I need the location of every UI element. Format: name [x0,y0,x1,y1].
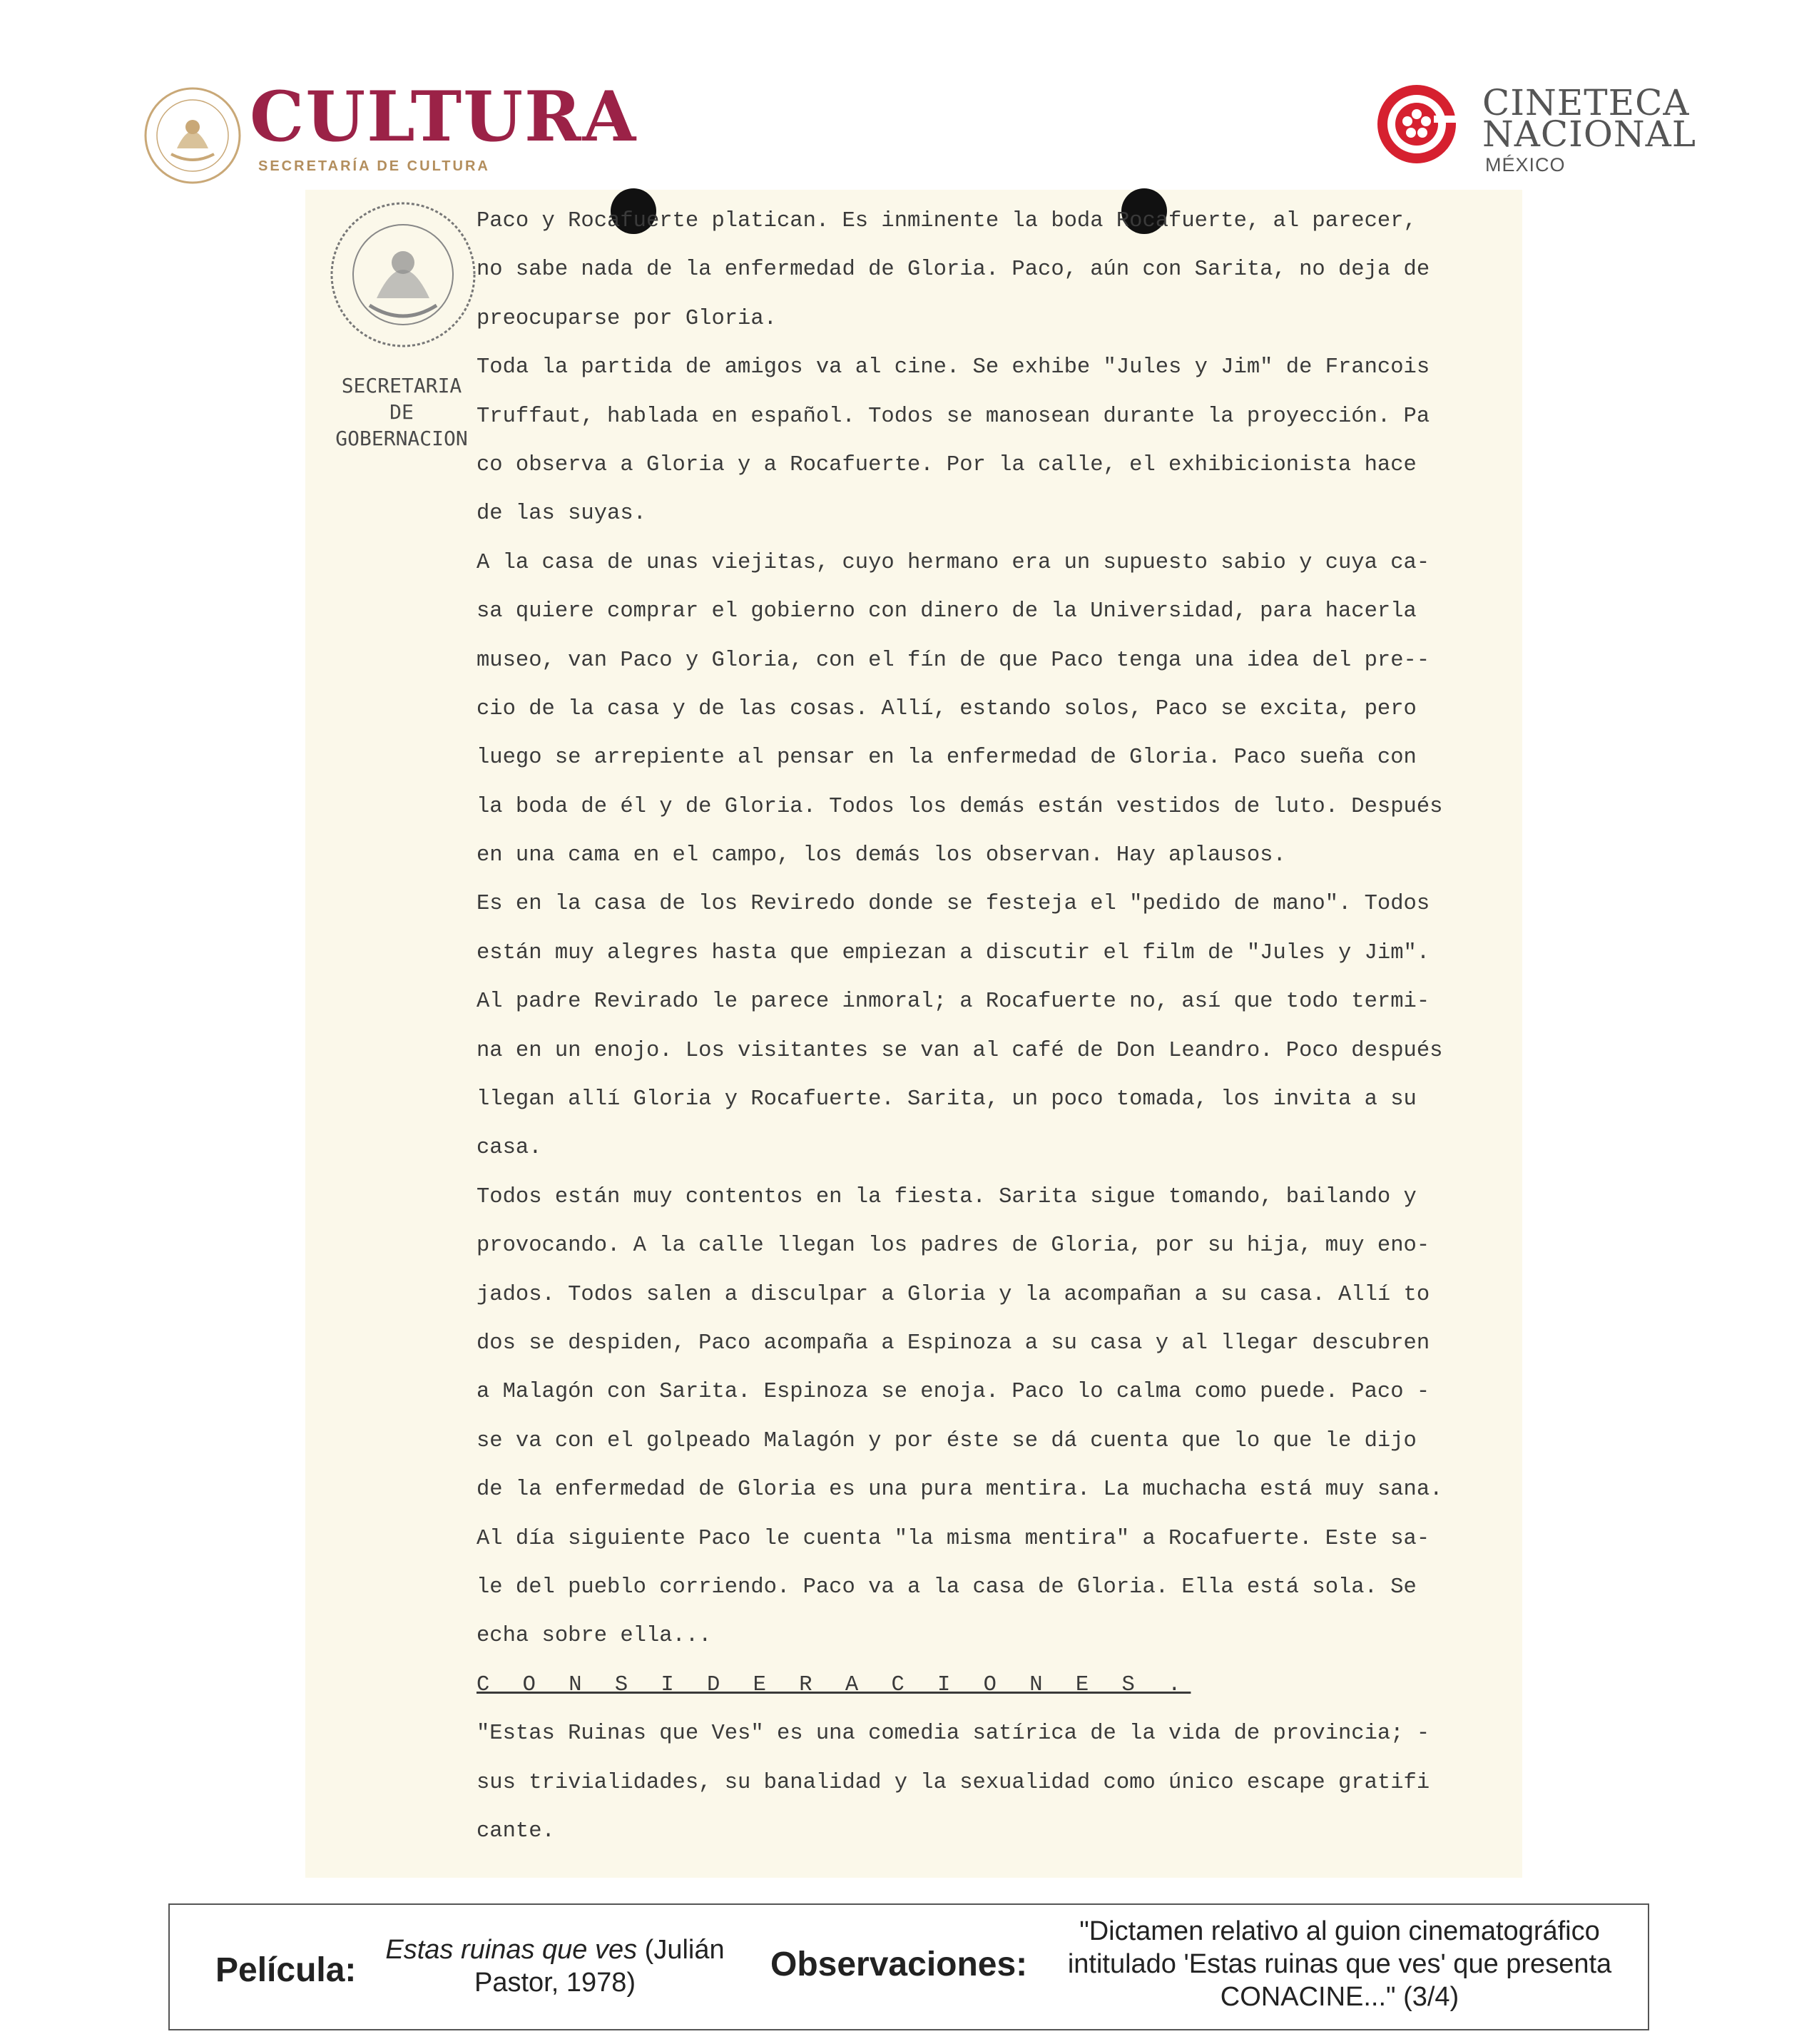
cineteca-name-line2: NACIONAL [1482,113,1696,155]
text-line: de la enfermedad de Gloria es una pura mentira. La muchacha está muy sana. [477,1478,1443,1503]
cineteca-country: MÉXICO [1485,154,1566,176]
film-credit: (Julián Pastor, 1978) [474,1935,725,1998]
text-line: a Malagón con Sarita. Espinoza se enoja. Paco lo calma como puede. Paco - [477,1380,1430,1405]
text-line: Al padre Revirado le parece inmoral; a Rocafuerte no, así que todo termi- [477,990,1430,1015]
section-heading: C O N S I D E R A C I O N E S . [477,1672,1191,1697]
cineteca-name-line1: CINETECA [1482,82,1690,123]
film-reel-icon [1377,84,1457,164]
text-line: sa quiere comprar el gobierno con dinero de la Universidad, para hacerla [477,599,1417,624]
text-line: museo, van Paco y Gloria, con el fín de que Paco tenga una idea del pre-- [477,648,1430,673]
film-title: Estas ruinas que ves [385,1935,638,1965]
text-line: co observa a Gloria y a Rocafuerte. Por la calle, el exhibicionista hace [477,452,1417,477]
text-line: de las suyas. [477,502,646,527]
scanned-page [305,190,1522,1878]
text-line: Es en la casa de los Reviredo donde se festeja el "pedido de mano". Todos [477,892,1430,917]
film-label: Película: [215,1951,357,1989]
text-line: na en un enojo. Los visitantes se van al café de Don Leandro. Poco después [477,1038,1443,1063]
observations-label: Observaciones: [770,1946,1028,1983]
cultura-logo [143,76,638,187]
letterhead-line: GOBERNACION [335,427,468,450]
text-line: provocando. A la calle llegan los padres de Gloria, por su hija, muy eno- [477,1234,1430,1259]
text-line: Toda la partida de amigos va al cine. Se exhibe "Jules y Jim" de Francois [477,355,1430,380]
text-line: llegan allí Gloria y Rocafuerte. Sarita, un poco tomada, los invita a su [477,1087,1417,1112]
cultura-subtitle: SECRETARÍA DE CULTURA [258,158,490,174]
text-line: se va con el golpeado Malagón y por éste se dá cuenta que lo que le dijo [477,1428,1417,1453]
government-seal-icon [327,198,480,352]
cultura-title: CULTURA [250,76,638,157]
text-line: Truffaut, hablada en español. Todos se manosean durante la proyección. Pa [477,404,1430,429]
text-line: sus trivialidades, su banalidad y la sexualidad como único escape gratifi [477,1770,1430,1795]
mexico-seal-icon [143,86,243,185]
letterhead-line: DE [389,400,414,424]
letterhead-text [312,372,491,452]
cineteca-name [1482,82,1696,155]
text-line: dos se despiden, Paco acompaña a Espinoza a su casa y al llegar descubren [477,1331,1430,1356]
text-line: la boda de él y de Gloria. Todos los demás están vestidos de luto. Después [477,794,1443,819]
text-line: preocuparse por Gloria. [477,306,777,331]
cineteca-logo [1377,80,1696,180]
film-value [384,1933,726,1999]
text-line: cante. [477,1819,555,1844]
text-line: "Estas Ruinas que Ves" es una comedia satírica de la vida de provincia; - [477,1722,1430,1746]
text-line: Paco y Rocafuerte platican. Es inminente la boda Rocafuerte, al parecer, [477,209,1417,233]
observations-value: "Dictamen relativo al guion cinematográfico intitulado 'Estas ruinas que ves' que presenta CONACINE..." (3/4) [1067,1916,1612,2012]
text-line: A la casa de unas viejitas, cuyo hermano era un supuesto sabio y cuya ca- [477,550,1430,575]
letterhead-line: SECRETARIA [341,374,462,397]
text-line: Todos están muy contentos en la fiesta. Sarita sigue tomando, bailando y [477,1184,1417,1209]
text-line: luego se arrepiente al pensar en la enfermedad de Gloria. Paco sueña con [477,746,1417,771]
text-line: le del pueblo corriendo. Paco va a la casa de Gloria. Ella está sola. Se [477,1575,1417,1600]
typed-text [477,197,1518,1856]
text-line: echa sobre ella... [477,1624,712,1649]
text-line: no sabe nada de la enfermedad de Gloria. Paco, aún con Sarita, no deja de [477,258,1430,283]
text-line: casa. [477,1136,542,1161]
text-line: cio de la casa y de las cosas. Allí, estando solos, Paco se excita, pero [477,696,1417,721]
text-line: están muy alegres hasta que empiezan a discutir el film de "Jules y Jim". [477,940,1430,965]
text-line: jados. Todos salen a disculpar a Gloria y la acompañan a su casa. Allí to [477,1282,1430,1307]
text-line: en una cama en el campo, los demás los observan. Hay aplausos. [477,843,1286,868]
caption-box [168,1903,1649,2030]
text-line: Al día siguiente Paco le cuenta "la misma mentira" a Rocafuerte. Este sa- [477,1526,1430,1551]
